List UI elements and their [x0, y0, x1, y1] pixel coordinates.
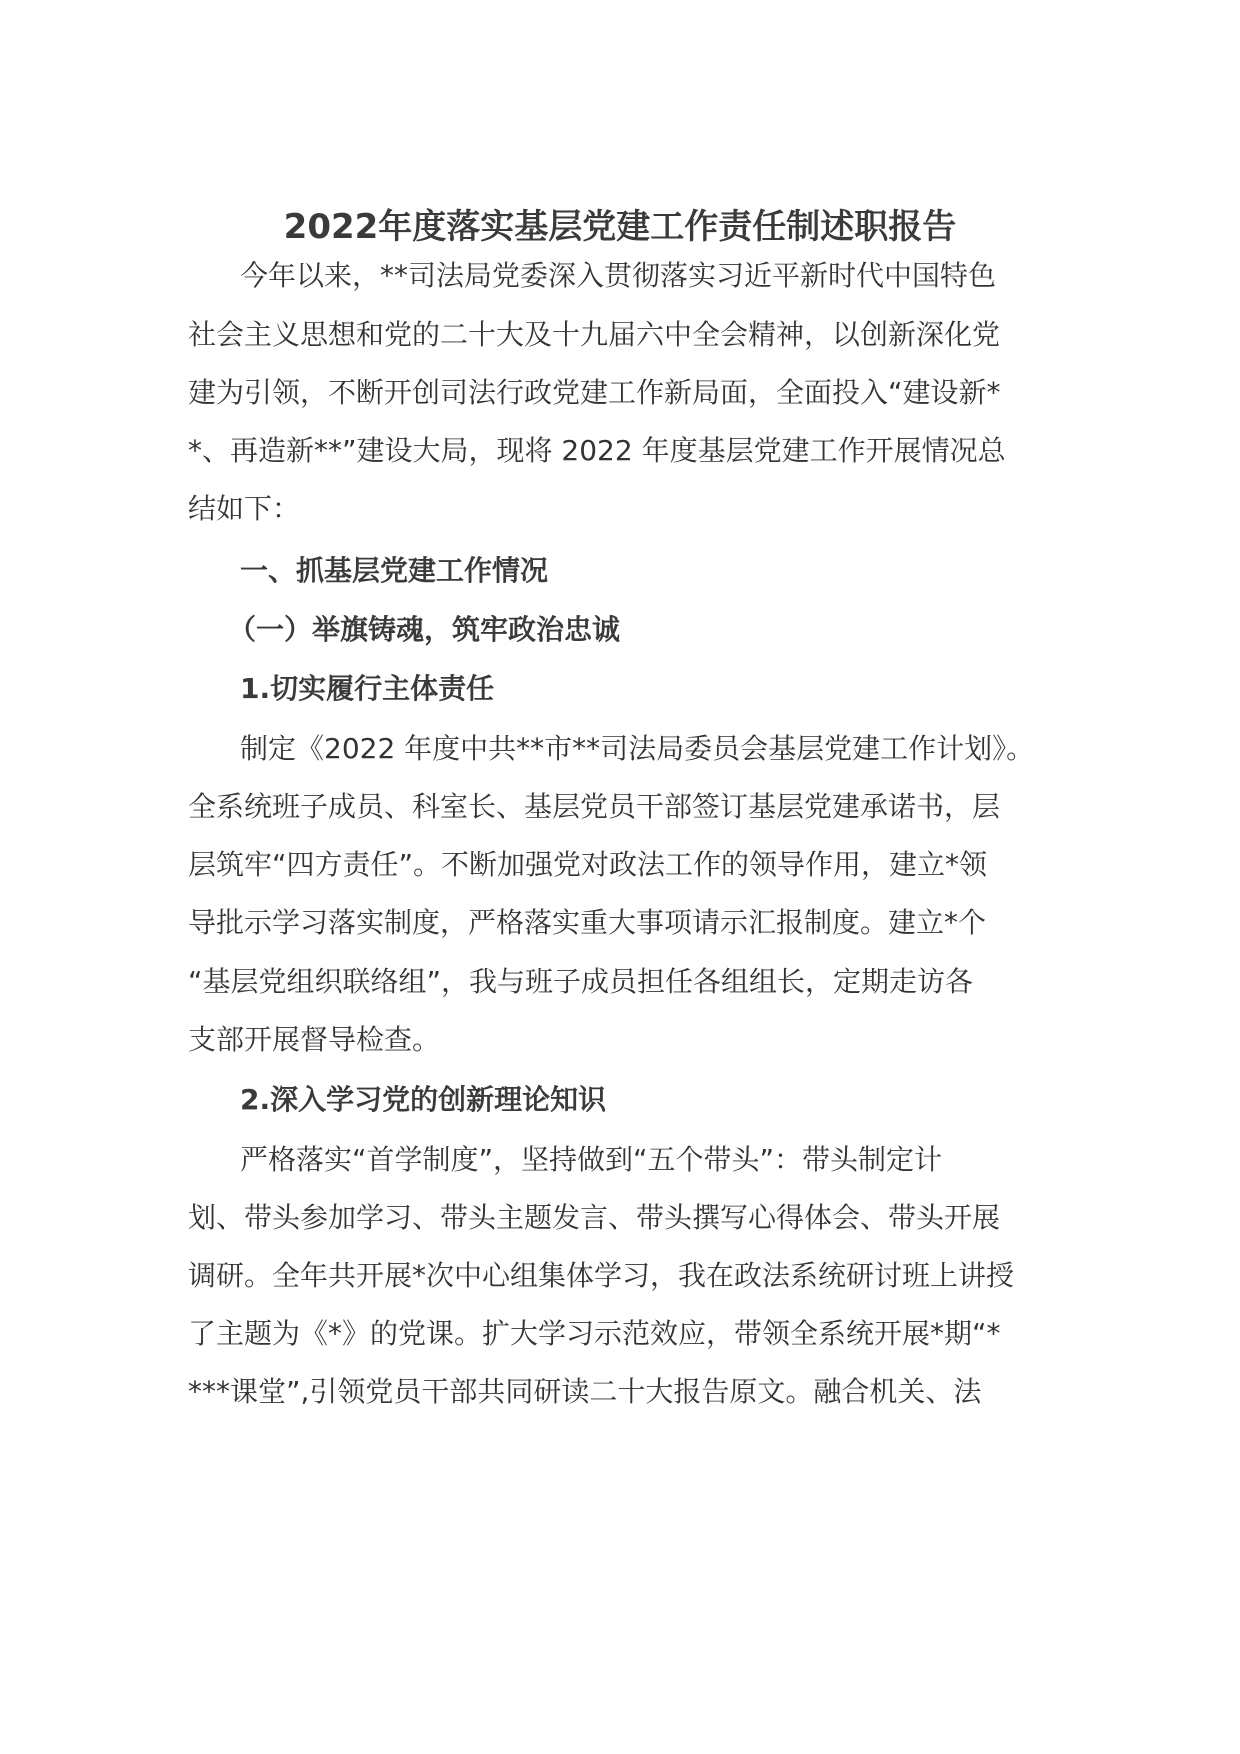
intro-line-2: 社会主义思想和党的二十大及十九届六中全会精神，以创新深化党 — [188, 318, 1001, 351]
item-2-heading: 2.深入学习党的创新理论知识 — [240, 1083, 607, 1116]
item-1-line-1: 制定《2022 年度中共**市**司法局委员会基层党建工作计划》。 — [240, 732, 1035, 765]
intro-line-4: *、再造新**”建设大局，现将 2022 年度基层党建工作开展情况总 — [188, 434, 1006, 467]
item-2-line-4: 了主题为《*》的党课。扩大学习示范效应，带领全系统开展*期“* — [188, 1317, 1001, 1350]
section-1-heading: 一、抓基层党建工作情况 — [240, 554, 549, 587]
intro-line-5: 结如下： — [188, 492, 301, 525]
item-1-line-4: 导批示学习落实制度，严格落实重大事项请示汇报制度。建立*个 — [188, 906, 987, 939]
item-2-line-5: ***课堂”,引领党员干部共同研读二十大报告原文。融合机关、法 — [188, 1375, 982, 1408]
item-1-line-6: 支部开展督导检查。 — [188, 1023, 441, 1056]
intro-line-1: 今年以来，**司法局党委深入贯彻落实习近平新时代中国特色 — [240, 259, 997, 292]
subsection-1-heading: （一）举旗铸魂，筑牢政治忠诚 — [228, 613, 621, 646]
item-1-line-5: “基层党组织联络组”，我与班子成员担任各组组长，定期走访各 — [188, 965, 974, 998]
item-2-line-1: 严格落实“首学制度”，坚持做到“五个带头”：带头制定计 — [240, 1143, 943, 1176]
item-2-line-3: 调研。全年共开展*次中心组集体学习，我在政法系统研讨班上讲授 — [188, 1259, 1015, 1292]
item-2-line-2: 划、带头参加学习、带头主题发言、带头撰写心得体会、带头开展 — [188, 1201, 1001, 1234]
intro-line-3: 建为引领，不断开创司法行政党建工作新局面，全面投入“建设新* — [188, 376, 1001, 409]
document-title: 2022年度落实基层党建工作责任制述职报告 — [283, 207, 957, 247]
item-1-heading: 1.切实履行主体责任 — [240, 672, 495, 705]
item-1-line-3: 层筑牢“四方责任”。不断加强党对政法工作的领导作用，建立*领 — [188, 848, 988, 881]
item-1-line-2: 全系统班子成员、科室长、基层党员干部签订基层党建承诺书，层 — [188, 790, 1001, 823]
